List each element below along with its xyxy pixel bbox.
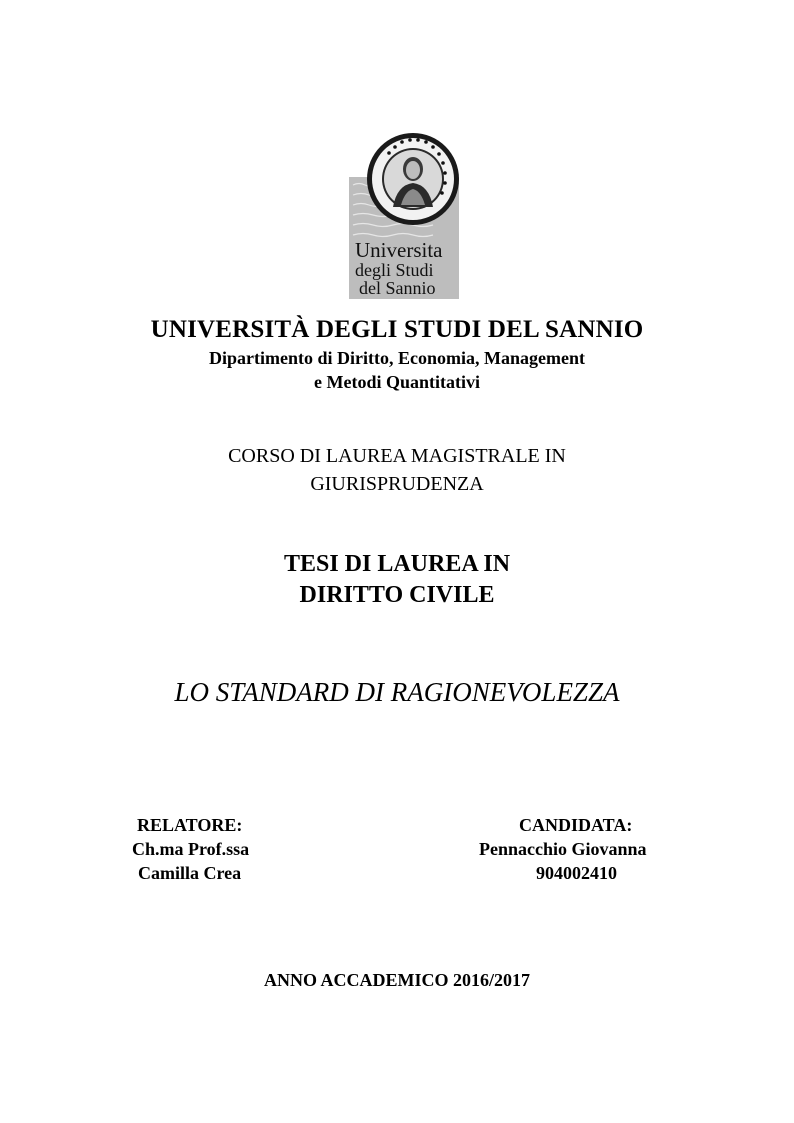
- course-line-1: CORSO DI LAUREA MAGISTRALE IN: [228, 445, 566, 467]
- course-line-2: GIURISPRUDENZA: [310, 473, 484, 495]
- university-logo: [349, 133, 459, 299]
- candidata-name: Pennacchio Giovanna: [479, 839, 647, 859]
- relatore-name: Camilla Crea: [138, 863, 242, 883]
- candidata-matricola: 904002410: [536, 863, 617, 883]
- relatore-label: RELATORE:: [137, 815, 243, 835]
- thesis-type-line-1: TESI DI LAUREA IN: [283, 551, 511, 577]
- svg-text:del Sannio: del Sannio: [359, 278, 436, 298]
- svg-text:degli Studi: degli Studi: [355, 260, 434, 280]
- department-line-2: e Metodi Quantitativi: [314, 372, 480, 392]
- thesis-type-line-2: DIRITTO CIVILE: [299, 582, 495, 608]
- thesis-title: LO STANDARD DI RAGIONEVOLEZZA: [174, 677, 620, 707]
- candidata-label: CANDIDATA:: [519, 815, 633, 835]
- university-name: UNIVERSITÀ DEGLI STUDI DEL SANNIO: [150, 316, 644, 343]
- relatore-title: Ch.ma Prof.ssa: [132, 839, 250, 859]
- department-line-1: Dipartimento di Diritto, Economia, Management: [209, 348, 585, 368]
- academic-year: ANNO ACCADEMICO 2016/2017: [263, 970, 530, 990]
- svg-text:Universita: Universita: [355, 238, 443, 262]
